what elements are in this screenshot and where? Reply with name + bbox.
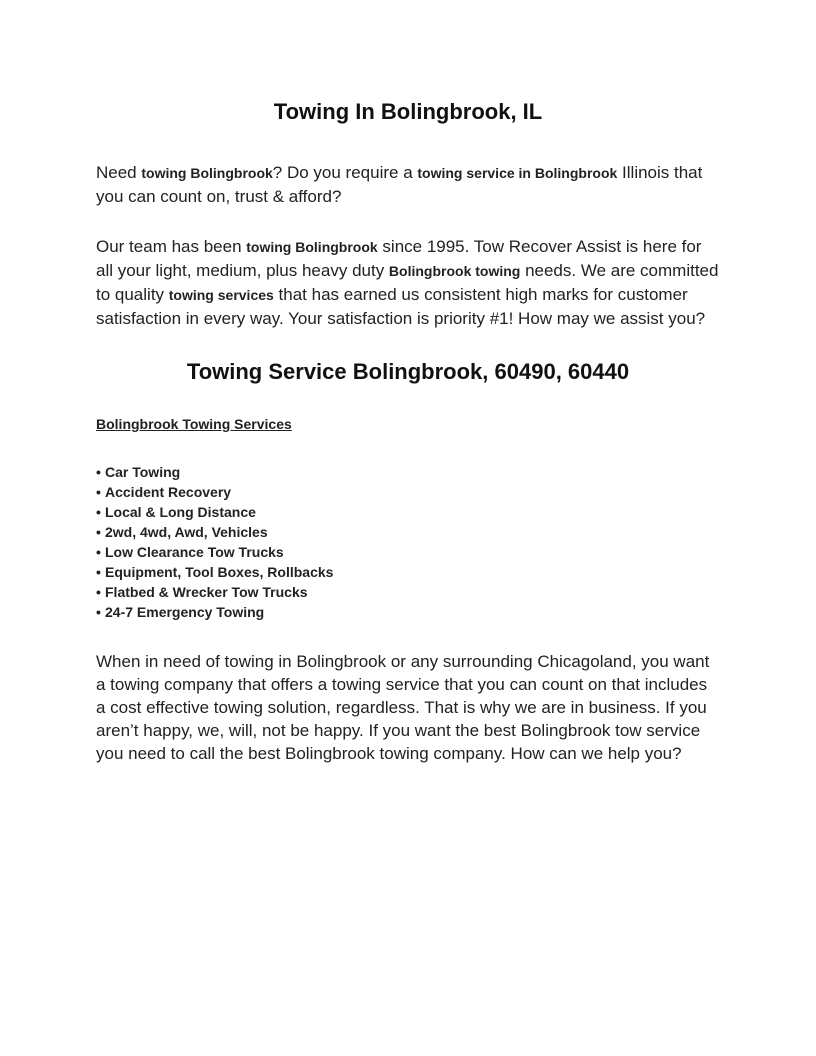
service-label: Low Clearance Tow Trucks (105, 544, 284, 560)
list-item (96, 502, 720, 522)
team-paragraph (96, 235, 720, 330)
bullet-icon: • (96, 544, 101, 560)
list-item (96, 522, 720, 542)
bullet-icon: • (96, 464, 101, 480)
team-text-2: since 1995. Tow Recover Assist is here for all your light, medium, plus heavy duty (96, 237, 702, 280)
bullet-icon: • (96, 564, 101, 580)
bullet-icon: • (96, 604, 101, 620)
services-heading: Bolingbrook Towing Services (96, 416, 292, 432)
list-item (96, 602, 720, 622)
intro-text-1: Need (96, 163, 142, 182)
list-item (96, 482, 720, 502)
list-item (96, 542, 720, 562)
team-keyword-3: towing services (168, 287, 274, 303)
team-keyword-1: towing Bolingbrook (246, 239, 378, 255)
service-label: Equipment, Tool Boxes, Rollbacks (105, 564, 334, 580)
service-label: Car Towing (105, 464, 181, 480)
intro-text-2: ? Do you require a (272, 163, 418, 182)
intro-keyword-2: towing service in Bolingbrook (417, 165, 618, 181)
section-title: Towing Service Bolingbrook, 60490, 60440 (186, 359, 630, 384)
list-item (96, 462, 720, 482)
intro-text-3: Illinois that you can count on, trust & afford? (96, 163, 703, 206)
team-text-3: needs. We are committed to quality (96, 261, 719, 304)
team-keyword-2: Bolingbrook towing (388, 263, 521, 279)
list-item (96, 582, 720, 602)
bullet-icon: • (96, 484, 101, 500)
service-label: 2wd, 4wd, Awd, Vehicles (105, 524, 268, 540)
document-content (96, 96, 720, 765)
service-label: 24-7 Emergency Towing (105, 604, 265, 620)
page-title: Towing In Bolingbrook, IL (273, 99, 543, 124)
intro-keyword-1: towing Bolingbrook (141, 165, 273, 181)
bullet-icon: • (96, 584, 101, 600)
services-list (96, 462, 720, 622)
closing-paragraph: When in need of towing in Bolingbrook or any surrounding Chicagoland, you want a towing company that offers a towing service that you can count on that includes a cost effective towing solution, regardless. That is why we are in business. If you aren’t happy, we, will, not be happy. If you want the best Bolingbrook tow service you need to call the best Bolingbrook towing company. How can we help you? (96, 652, 710, 763)
bullet-icon: • (96, 504, 101, 520)
team-text-1: Our team has been (96, 237, 247, 256)
service-label: Local & Long Distance (105, 504, 256, 520)
intro-paragraph (96, 161, 720, 208)
list-item (96, 562, 720, 582)
service-label: Flatbed & Wrecker Tow Trucks (105, 584, 308, 600)
bullet-icon: • (96, 524, 101, 540)
service-label: Accident Recovery (105, 484, 232, 500)
team-text-4: that has earned us consistent high marks for customer satisfaction in every way. Your satisfaction is priority #1! How may we assist you? (96, 285, 706, 328)
